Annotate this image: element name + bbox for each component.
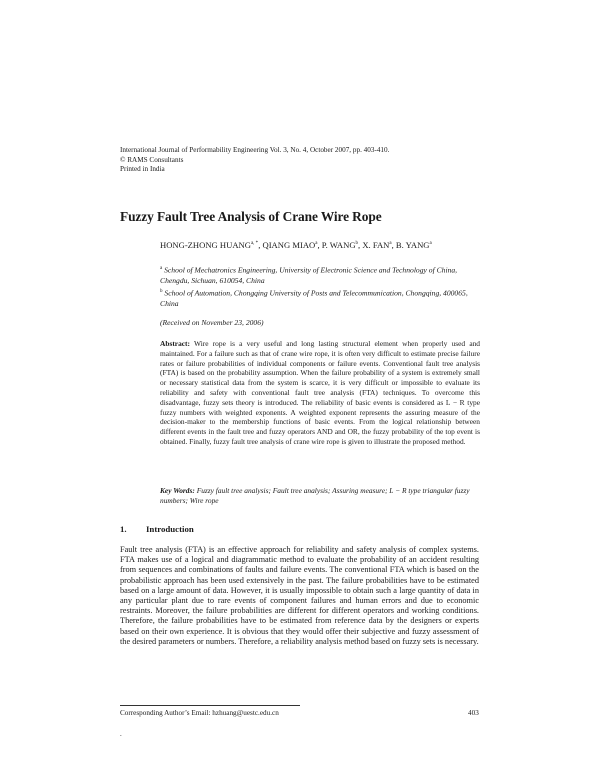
journal-citation: International Journal of Performability Engineering Vol. 3, No. 4, October 2007, pp. 403-410. xyxy=(120,146,390,154)
keywords-label: Key Words: xyxy=(160,486,195,495)
author-name: X. FAN xyxy=(362,240,390,250)
keywords-text: Fuzzy fault tree analysis; Fault tree analysis; Assuring measure; L − R type triangular fuzzy numbers; Wire rope xyxy=(160,486,470,506)
affiliation-b: $^b$ School of Automation, Chongqing University of Posts and Telecommunication, Chongqing, 400065, China xyxy=(160,288,468,309)
introduction-paragraph: Fault tree analysis (FTA) is an effective approach for reliability and safety analysis of complex systems. FTA makes use of a logical and diagrammatic method to evaluate the probability of an accident resulting from sequences and combinations of faults and failure events. The conventional FTA which is based on the probabilistic approach has been used extensively in the past. The failure probabilities have to be estimated based on a large amount of data. However, it is usually impossible to obtain such a large quantity of data in any particular plant due to rare events of component failures and human errors and due to economic restraints. Moreover, the failure probabilities are different for different operators and working conditions. Therefore, the failure probabilities have to be estimated from reference data by the designers or experts based on their own experience. It is obvious that they would offer their subjective and fuzzy assessment of the desired parameters or numbers. Therefore, a reliability analysis method based on fuzzy sets is necessary. xyxy=(120,545,479,646)
affiliations xyxy=(160,264,484,310)
author-affil-marker: a xyxy=(315,241,318,247)
section-number: 1. xyxy=(120,524,127,534)
journal-header xyxy=(120,146,389,175)
abstract-label: Abstract: xyxy=(160,339,190,348)
author-affil-marker: a, * xyxy=(250,241,259,247)
keywords xyxy=(160,486,480,506)
corresponding-author-footnote: Corresponding Author’s Email: hzhuang@uestc.edu.cn xyxy=(120,709,279,717)
author-name: QIANG MIAO xyxy=(262,240,316,250)
author-affil-marker: b xyxy=(355,241,359,247)
printed-line: Printed in India xyxy=(120,165,165,174)
section-title: Introduction xyxy=(146,524,194,534)
paper-title: Fuzzy Fault Tree Analysis of Crane Wire Rope xyxy=(120,209,382,224)
copyright-line: © RAMS Consultants xyxy=(120,155,184,164)
received-date: (Received on November 23, 2006) xyxy=(160,318,264,327)
author-name: P. WANG xyxy=(321,240,356,250)
abstract xyxy=(160,339,480,447)
author-name: HONG-ZHONG HUANG xyxy=(160,240,251,250)
affiliation-a: $^a$ School of Mechatronics Engineering, University of Electronic Science and Technology of China, Chengdu, Sichuan, 610054, China xyxy=(160,265,458,286)
author-affil-marker: a xyxy=(389,241,392,247)
abstract-text: Wire rope is a very useful and long lasting structural element when properly used and maintained. For a failure such as that of crane wire rope, it is often very difficult to estimate precise failure rates or failure probabilities of individual components or failure events. Conventional fault tree analysis (FTA) is based on the probability assumption. When the failure probability of a system is extremely small or necessary statistical data from the system is scarce, it is very difficult or impossible to evaluate its reliability and safety with conventional fault tree analysis (FTA) techniques. To overcome this disadvantage, fuzzy sets theory is introduced. The reliability of basic events is considered as L − R type fuzzy numbers with weighted exponents. A weighted exponent represents the assuring measure of the decision-maker to the membership functions of basic events. From the logical relationship between different events in the fault tree and fuzzy operators AND and OR, the fuzzy probability of the top event is obtained. Finally, fuzzy fault tree analysis of crane wire rope is given to illustrate the proposed method. xyxy=(160,339,480,446)
author-list: HONG-ZHONG $HUANG^{a, *}$, QIANG MIAO$^a$, P. WANG$^b$, X. FAN$^a$, B. YANG$^a$ xyxy=(160,240,432,250)
page-number: 403 xyxy=(468,709,479,717)
footnote-rule xyxy=(120,705,300,706)
author-name: B. YANG xyxy=(395,240,430,250)
author-affil-marker: a xyxy=(429,241,432,247)
stray-mark: . xyxy=(120,730,122,738)
